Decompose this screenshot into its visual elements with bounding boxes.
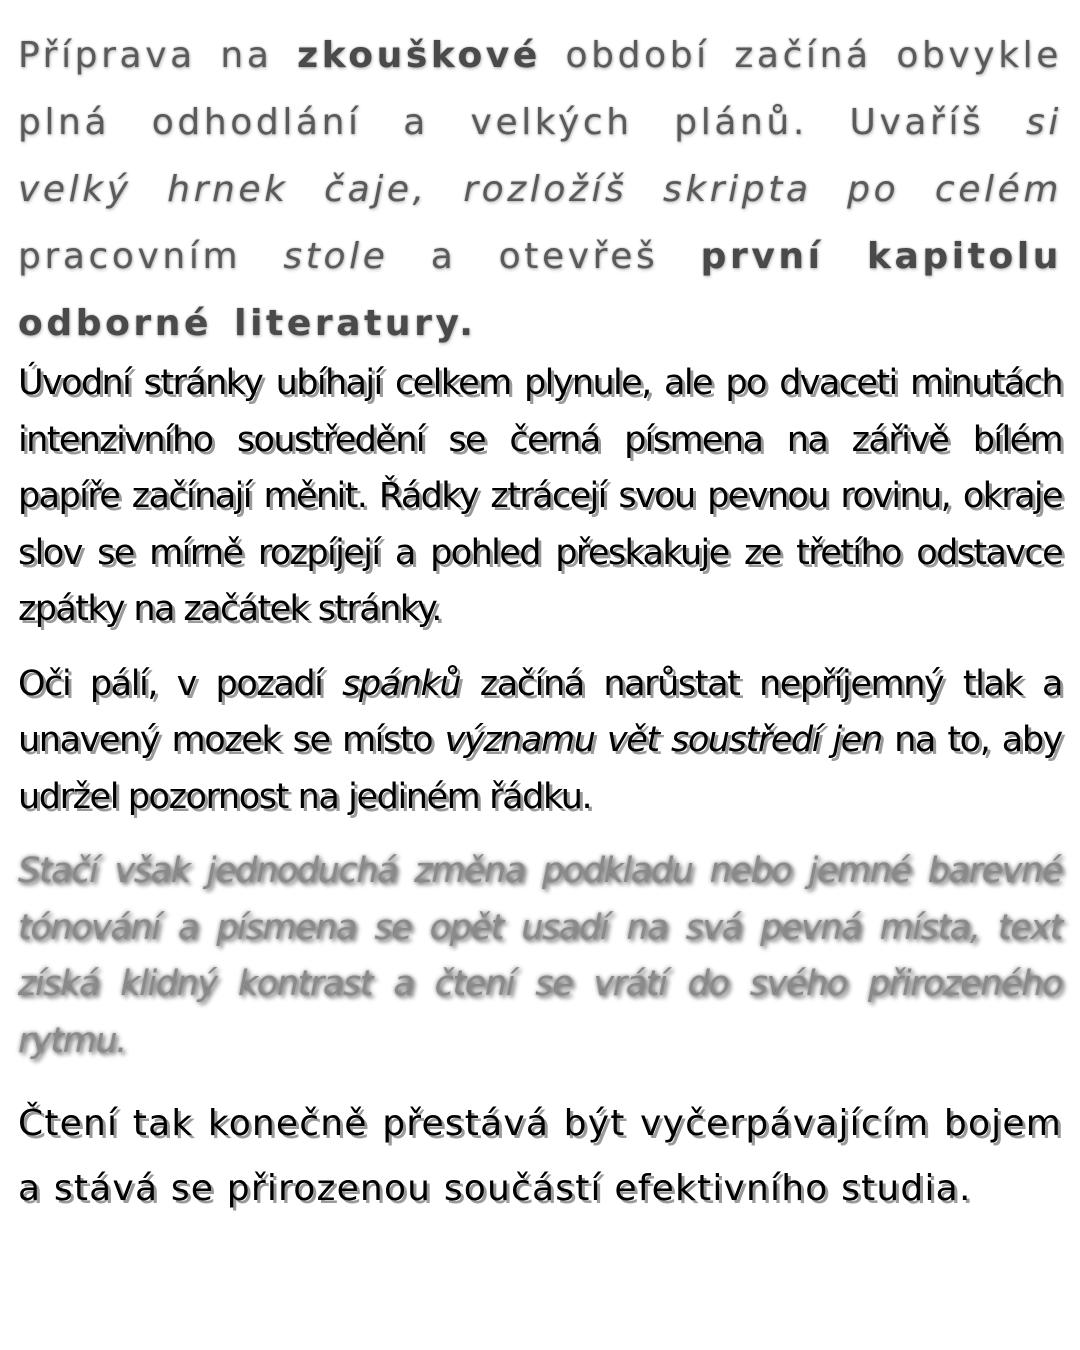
text-run: Oči pálí, v pozadí <box>18 663 343 704</box>
paragraph-fatigue <box>18 656 1062 826</box>
italic-text-run: významu vět soustředí jen <box>444 720 882 760</box>
paragraph-solution <box>18 843 1062 1069</box>
bold-text-run: zkouškové <box>297 35 541 76</box>
italic-text-run: si velký hrnek čaje, rozložíš skripta po celém <box>18 102 1062 210</box>
italic-text-run: Stačí však jednoduchá změna podkladu nebo jemné barevné tónování a písmena se opět usadí na svá pevná místa, text získá klidný kontrast a čtení se vrátí do svého přirozeného rytmu. <box>18 851 1062 1061</box>
article <box>18 22 1062 1221</box>
italic-text-run: spánků <box>342 663 461 704</box>
text-run: a otevřeš <box>388 236 701 277</box>
text-run: Čtení tak konečně přestává být vyčerpávajícím bojem a stává se přirozenou součástí efektivního studia. <box>18 1103 1062 1209</box>
paragraph-intro <box>18 22 1062 357</box>
paragraph-conclusion <box>18 1091 1062 1221</box>
text-run: pracovním <box>18 236 284 277</box>
bold-text-run: první kapitolu odborné literatury. <box>18 236 1063 344</box>
text-run: Úvodní stránky ubíhají celkem plynule, ale po dvaceti minutách intenzivního soustředění se černá písmena na zářivě bílém papíře začínají měnit. Řádky ztrácejí svou pevnou rovinu, okraje slov se mírně rozpíjejí a pohled přeskakuje ze třetího odstavce zpátky na začátek stránky. <box>18 363 1062 629</box>
paragraph-distortion <box>18 355 1062 638</box>
text-run: Příprava na <box>18 35 298 76</box>
italic-text-run: stole <box>283 236 389 277</box>
text-run: začíná narůstat nepříjemný tlak a unavený mozek se místo <box>18 663 1062 760</box>
text-run: na to, aby udržel pozornost na jediném řádku. <box>18 720 1062 817</box>
text-run: období začíná obvykle plná odhodlání a velkých plánů. Uvaříš <box>18 35 1062 143</box>
